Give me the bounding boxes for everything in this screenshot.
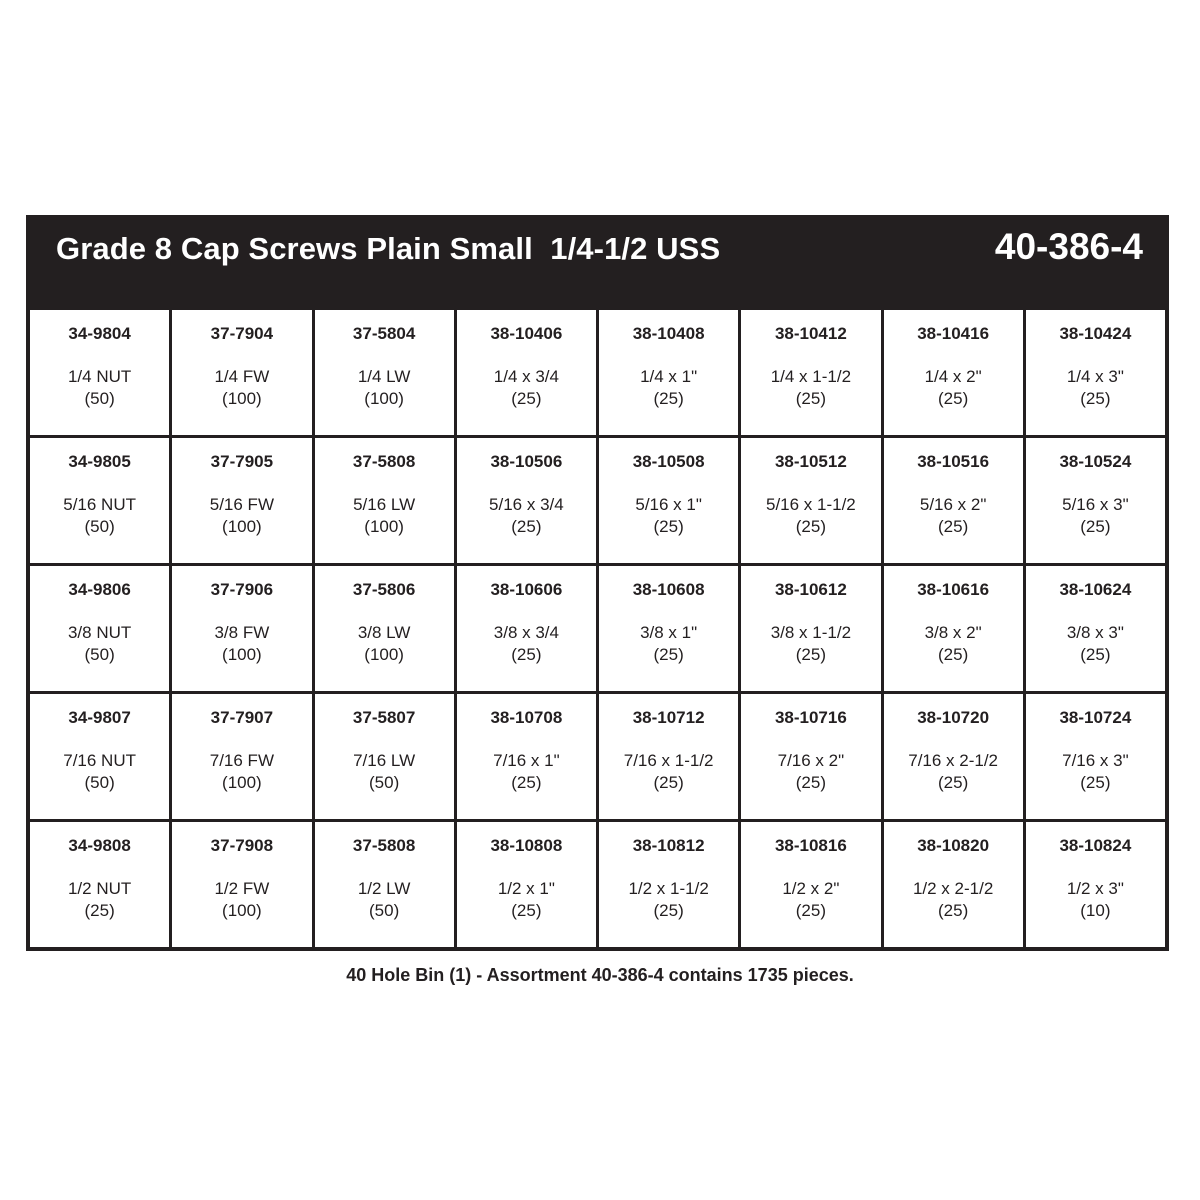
bin-quantity: (100): [364, 389, 404, 408]
bin-part-number: 38-10816: [774, 836, 847, 855]
bin-cell: [884, 694, 1023, 819]
bin-part-number: 38-10708: [490, 708, 563, 727]
bin-quantity: (25): [653, 389, 684, 408]
bin-part-number: 38-10516: [917, 452, 990, 471]
bin-description: 3/8 x 2": [924, 623, 982, 642]
bin-cell: [172, 310, 311, 435]
bin-part-number: 38-10716: [774, 708, 847, 727]
bin-description: 1/4 LW: [357, 367, 411, 386]
bin-cell: [599, 694, 738, 819]
bin-part-number: 37-5806: [352, 580, 416, 599]
bin-description: 1/4 x 3/4: [493, 367, 559, 386]
bin-description: 7/16 x 3": [1062, 751, 1129, 770]
bin-quantity: (50): [84, 773, 115, 792]
bin-cell: [599, 438, 738, 563]
bin-description: 5/16 x 2": [919, 495, 987, 514]
bin-quantity: (25): [653, 517, 684, 536]
bin-part-number: 38-10820: [917, 836, 990, 855]
bin-part-number: 38-10616: [917, 580, 990, 599]
bin-cell: [30, 310, 169, 435]
bin-cell: [599, 822, 738, 947]
assortment-summary: 40 Hole Bin (1) - Assortment 40-386-4 contains 1735 pieces.: [346, 965, 854, 985]
bin-cell: [315, 694, 454, 819]
bin-description: 1/4 FW: [214, 367, 270, 386]
bin-part-number: 38-10808: [490, 836, 563, 855]
bin-part-number: 38-10406: [490, 324, 563, 343]
bin-description: 3/8 x 3": [1066, 623, 1124, 642]
bin-part-number: 38-10608: [632, 580, 705, 599]
bin-description: 1/4 x 2": [924, 367, 982, 386]
bin-part-number: 38-10624: [1059, 580, 1132, 599]
bin-description: 7/16 x 1-1/2: [623, 751, 714, 770]
chart-title: Grade 8 Cap Screws Plain Small 1/4-1/2 USS: [56, 231, 721, 266]
bin-description: 5/16 FW: [209, 495, 274, 514]
bin-description: 5/16 NUT: [63, 495, 136, 514]
bin-quantity: (25): [795, 645, 826, 664]
bin-grid: [30, 310, 1165, 947]
bin-cell: [599, 310, 738, 435]
bin-part-number: 38-10416: [917, 324, 990, 343]
bin-cell: [172, 566, 311, 691]
bin-description: 1/2 x 3": [1066, 879, 1124, 898]
bin-quantity: (100): [222, 389, 262, 408]
bin-quantity: (25): [1080, 773, 1111, 792]
bin-quantity: (25): [511, 645, 542, 664]
bin-cell: [315, 822, 454, 947]
bin-quantity: (50): [84, 517, 115, 536]
bin-cell: [741, 694, 880, 819]
bin-part-number: 34-9806: [68, 580, 131, 599]
bin-description: 3/8 LW: [357, 623, 411, 642]
bin-description: 7/16 NUT: [63, 751, 136, 770]
bin-quantity: (25): [938, 645, 969, 664]
bin-part-number: 38-10606: [490, 580, 563, 599]
bin-description: 7/16 FW: [209, 751, 274, 770]
bin-quantity: (100): [364, 645, 404, 664]
bin-description: 5/16 x 3/4: [489, 495, 564, 514]
bin-part-number: 38-10512: [774, 452, 847, 471]
bin-part-number: 38-10612: [774, 580, 847, 599]
bin-description: 3/8 x 1": [640, 623, 698, 642]
bin-cell: [741, 310, 880, 435]
chart-header: [26, 215, 1169, 310]
bin-quantity: (25): [653, 901, 684, 920]
bin-quantity: (25): [1080, 389, 1111, 408]
bin-part-number: 38-10408: [632, 324, 705, 343]
bin-description: 1/4 x 1": [640, 367, 698, 386]
bin-cell: [457, 694, 596, 819]
bin-cell: [1026, 566, 1165, 691]
bin-description: 5/16 x 1-1/2: [765, 495, 856, 514]
bin-cell: [315, 310, 454, 435]
bin-quantity: (100): [222, 517, 262, 536]
bin-cell: [884, 310, 1023, 435]
bin-part-number: 38-10724: [1059, 708, 1132, 727]
bin-quantity: (50): [84, 645, 115, 664]
bin-quantity: (25): [511, 517, 542, 536]
bin-part-number: 38-10712: [632, 708, 705, 727]
bin-description: 5/16 LW: [353, 495, 416, 514]
bin-description: 1/2 NUT: [67, 879, 132, 898]
bin-quantity: (25): [1080, 517, 1111, 536]
assortment-chart: [26, 215, 1169, 951]
bin-quantity: (25): [511, 901, 542, 920]
bin-part-number: 38-10524: [1059, 452, 1132, 471]
bin-quantity: (25): [795, 901, 826, 920]
bin-quantity: (50): [369, 901, 400, 920]
bin-cell: [30, 822, 169, 947]
bin-description: 3/8 FW: [214, 623, 270, 642]
bin-cell: [30, 566, 169, 691]
bin-quantity: (25): [511, 773, 542, 792]
bin-cell: [884, 566, 1023, 691]
bin-cell: [1026, 438, 1165, 563]
bin-description: 1/2 x 2-1/2: [912, 879, 994, 898]
bin-part-number: 38-10506: [490, 452, 563, 471]
bin-cell: [1026, 822, 1165, 947]
bin-description: 1/4 NUT: [67, 367, 132, 386]
bin-quantity: (100): [222, 901, 262, 920]
bin-description: 7/16 x 2-1/2: [908, 751, 999, 770]
bin-part-number: 38-10824: [1059, 836, 1132, 855]
bin-cell: [457, 310, 596, 435]
bin-description: 5/16 x 1": [635, 495, 702, 514]
bin-part-number: 34-9808: [68, 836, 131, 855]
bin-description: 5/16 x 3": [1062, 495, 1129, 514]
bin-cell: [30, 438, 169, 563]
bin-quantity: (25): [84, 901, 115, 920]
bin-cell: [884, 822, 1023, 947]
bin-cell: [172, 694, 311, 819]
bin-part-number: 34-9807: [68, 708, 131, 727]
bin-cell: [741, 822, 880, 947]
bin-cell: [457, 438, 596, 563]
bin-part-number: 37-7906: [210, 580, 274, 599]
bin-quantity: (25): [938, 389, 969, 408]
bin-quantity: (25): [653, 773, 684, 792]
bin-description: 7/16 LW: [353, 751, 416, 770]
bin-quantity: (100): [222, 773, 262, 792]
bin-quantity: (50): [369, 773, 400, 792]
bin-quantity: (100): [364, 517, 404, 536]
bin-quantity: (10): [1080, 901, 1111, 920]
bin-part-number: 38-10812: [632, 836, 705, 855]
bin-part-number: 38-10412: [774, 324, 847, 343]
bin-cell: [1026, 694, 1165, 819]
bin-description: 3/8 NUT: [67, 623, 132, 642]
bin-part-number: 38-10424: [1059, 324, 1132, 343]
bin-description: 1/2 x 1": [497, 879, 555, 898]
bin-quantity: (25): [938, 517, 969, 536]
bin-part-number: 34-9805: [68, 452, 131, 471]
bin-cell: [315, 438, 454, 563]
bin-part-number: 38-10720: [917, 708, 990, 727]
bin-description: 1/4 x 3": [1066, 367, 1124, 386]
bin-cell: [457, 566, 596, 691]
bin-cell: [457, 822, 596, 947]
bin-part-number: 37-7905: [210, 452, 274, 471]
bin-part-number: 37-7908: [210, 836, 274, 855]
bin-part-number: 37-5808: [352, 836, 416, 855]
bin-part-number: 37-5804: [352, 324, 416, 343]
bin-quantity: (50): [84, 389, 115, 408]
bin-part-number: 34-9804: [68, 324, 131, 343]
bin-cell: [1026, 310, 1165, 435]
bin-description: 3/8 x 1-1/2: [770, 623, 852, 642]
bin-quantity: (25): [938, 773, 969, 792]
bin-quantity: (25): [795, 517, 826, 536]
assortment-code: 40-386-4: [994, 226, 1143, 267]
bin-quantity: (25): [938, 901, 969, 920]
bin-description: 1/2 LW: [357, 879, 411, 898]
bin-description: 7/16 x 2": [777, 751, 845, 770]
bin-cell: [315, 566, 454, 691]
bin-quantity: (25): [795, 773, 826, 792]
bin-description: 1/4 x 1-1/2: [770, 367, 852, 386]
bin-part-number: 38-10508: [632, 452, 705, 471]
bin-quantity: (100): [222, 645, 262, 664]
bin-quantity: (25): [795, 389, 826, 408]
bin-quantity: (25): [1080, 645, 1111, 664]
bin-cell: [884, 438, 1023, 563]
bin-description: 1/2 x 2": [782, 879, 840, 898]
bin-description: 3/8 x 3/4: [493, 623, 559, 642]
bin-description: 7/16 x 1": [493, 751, 560, 770]
bin-quantity: (25): [653, 645, 684, 664]
bin-part-number: 37-7907: [210, 708, 274, 727]
bin-description: 1/2 x 1-1/2: [628, 879, 709, 898]
bin-cell: [172, 438, 311, 563]
bin-description: 1/2 FW: [214, 879, 270, 898]
bin-part-number: 37-5807: [352, 708, 416, 727]
bin-part-number: 37-7904: [210, 324, 274, 343]
bin-part-number: 37-5808: [352, 452, 416, 471]
bin-cell: [30, 694, 169, 819]
bin-cell: [741, 566, 880, 691]
bin-cell: [741, 438, 880, 563]
bin-cell: [599, 566, 738, 691]
bin-cell: [172, 822, 311, 947]
bin-quantity: (25): [511, 389, 542, 408]
